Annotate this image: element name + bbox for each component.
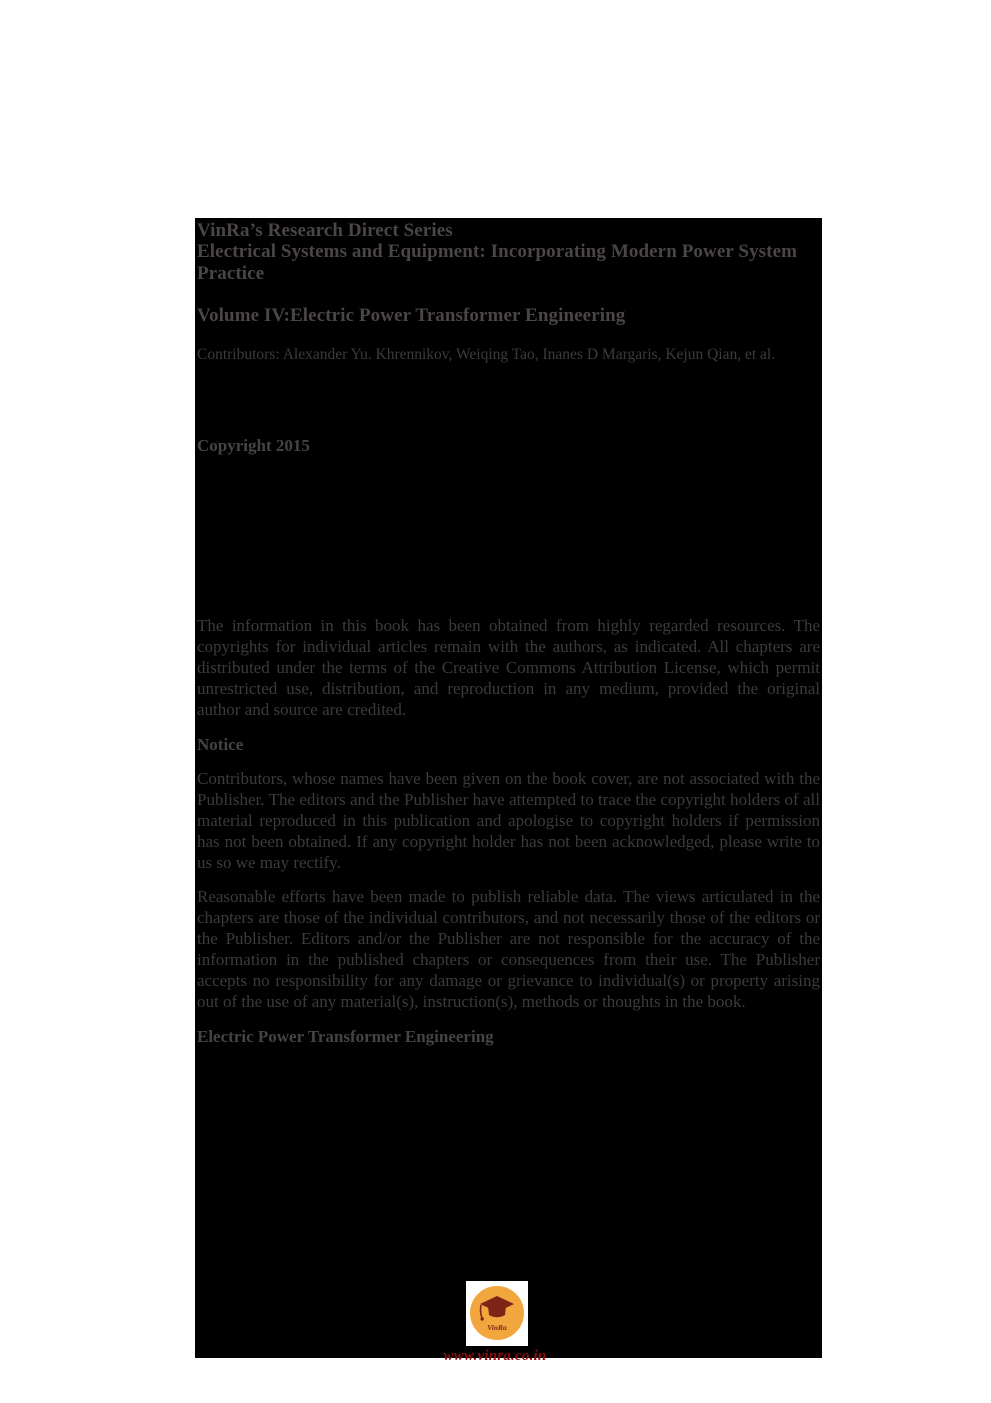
volume-title: Volume IV:Electric Power Transformer Engineering: [197, 305, 626, 326]
series-title: VinRa’s Research Direct Series: [197, 220, 453, 241]
notice-paragraph-1: Contributors, whose names have been given on the book cover, are not associated with the Publisher. The editors and the Publisher have attempted to trace the copyright holders of all material reproduced in this publication and apologise to copyright holders if permission has not been obtained. If any copyright holder has not been acknowledged, please write to us so we may rectify.: [197, 769, 820, 872]
logo-script-text: VinRa: [487, 1322, 507, 1332]
book-title: Electrical Systems and Equipment: Incorporating Modern Power System Practice: [197, 241, 798, 284]
notice-heading: Notice: [197, 735, 244, 754]
footer-book-heading: Electric Power Transformer Engineering: [197, 1027, 494, 1046]
copyright-line: Copyright 2015: [197, 436, 310, 455]
notice-paragraph-2: Reasonable efforts have been made to publish reliable data. The views articulated in the chapters are those of the individual contributors, and not necessarily those of the editors or the Publisher. Editors and/or the Publisher are not responsible for the accuracy of the information in the published chapters or consequences from their use. The Publisher accepts no responsibility for any damage or grievance to individual(s) or property arising out of the use of any material(s), instruction(s), methods or thoughts in the book.: [197, 887, 820, 1011]
publisher-logo: [466, 1281, 528, 1346]
book-copyright-page: [195, 218, 822, 1364]
license-paragraph: The information in this book has been obtained from highly regarded resources. The copyrights for individual articles remain with the authors, as indicated. All chapters are distributed under the terms of the Creative Commons Attribution License, which permit unrestricted use, distribution, and reproduction in any medium, provided the original author and source are credited.: [197, 616, 820, 719]
graduation-cap-icon: [467, 1283, 527, 1345]
website-text: www.vinra.co.in: [443, 1348, 547, 1364]
contributors-line: Contributors: Alexander Yu. Khrennikov, Weiqing Tao, Inanes D Margaris, Kejun Qian, et al.: [197, 346, 776, 363]
